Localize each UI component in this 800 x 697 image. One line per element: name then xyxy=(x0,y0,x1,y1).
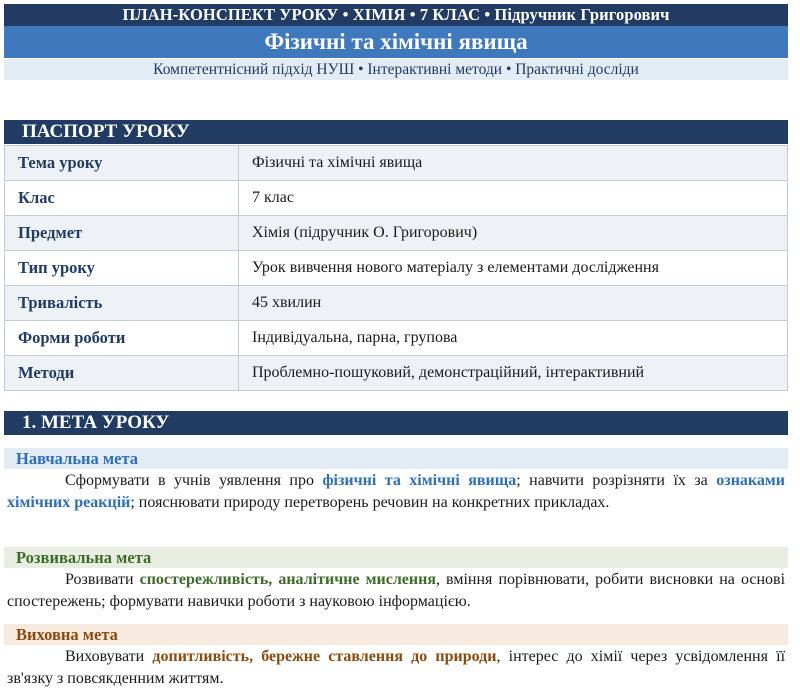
goal-text: ; пояснювати природу перетворень речовин на конкретних прикладах. xyxy=(130,494,610,511)
goal-text: Сформувати в учнів уявлення про xyxy=(65,472,323,489)
upbringing-goal-title: Виховна мета xyxy=(4,624,788,645)
passport-value: Урок вивчення нового матеріалу з елементами дослідження xyxy=(239,251,788,286)
passport-key: Методи xyxy=(5,356,239,391)
goals-heading: 1. МЕТА УРОКУ xyxy=(4,411,788,435)
passport-key: Предмет xyxy=(5,216,239,251)
passport-value: Проблемно-пошуковий, демонстраційний, інтерактивний xyxy=(239,356,788,391)
passport-value: 45 хвилин xyxy=(239,286,788,321)
goal-text: Розвивати xyxy=(65,571,140,588)
lesson-title: Фізичні та хімічні явища xyxy=(4,26,788,58)
passport-row xyxy=(5,251,788,286)
lesson-subtitle: Компетентнісний підхід НУШ • Інтерактивні методи • Практичні досліди xyxy=(4,59,788,80)
developmental-goal-title: Розвивальна мета xyxy=(4,547,788,568)
passport-row xyxy=(5,356,788,391)
goal-highlight: допитливість, бережне ставлення до природи xyxy=(152,648,497,665)
passport-value: Хімія (підручник О. Григорович) xyxy=(239,216,788,251)
passport-row xyxy=(5,321,788,356)
passport-key: Тривалість xyxy=(5,286,239,321)
goal-highlight: фізичні та хімічні явища xyxy=(322,472,517,489)
goal-text: , інтерес до хімії через усвідомлення її зв'язку з повсякденним життям. xyxy=(7,648,786,687)
goal-text: ; навчити розрізняти їх за xyxy=(516,472,717,489)
passport-key: Тема уроку xyxy=(5,146,239,181)
goal-highlight: ознаками хімічних реакцій xyxy=(7,472,786,511)
passport-value: Індивідуальна, парна, групова xyxy=(239,321,788,356)
lesson-passport-table xyxy=(4,145,788,391)
passport-value: Фізичні та хімічні явища xyxy=(239,146,788,181)
passport-heading: ПАСПОРТ УРОКУ xyxy=(4,120,788,144)
upbringing-goal-text xyxy=(7,646,785,690)
passport-value: 7 клас xyxy=(239,181,788,216)
passport-row xyxy=(5,181,788,216)
passport-key: Клас xyxy=(5,181,239,216)
educational-goal-text xyxy=(7,470,785,514)
passport-row xyxy=(5,146,788,181)
passport-row xyxy=(5,286,788,321)
developmental-goal-text xyxy=(7,569,785,613)
goal-text: , вміння порівнювати, робити висновки на основі спостережень; формувати навички роботи з науковою інформацією. xyxy=(7,571,786,610)
passport-key: Форми роботи xyxy=(5,321,239,356)
passport-key: Тип уроку xyxy=(5,251,239,286)
educational-goal-title: Навчальна мета xyxy=(4,448,788,469)
passport-row xyxy=(5,216,788,251)
document-header-line: ПЛАН-КОНСПЕКТ УРОКУ • ХІМІЯ • 7 КЛАС • Підручник Григорович xyxy=(4,4,788,26)
goal-highlight: спостережливість, аналітичне мислення xyxy=(139,571,436,588)
goal-text: Виховувати xyxy=(65,648,153,665)
